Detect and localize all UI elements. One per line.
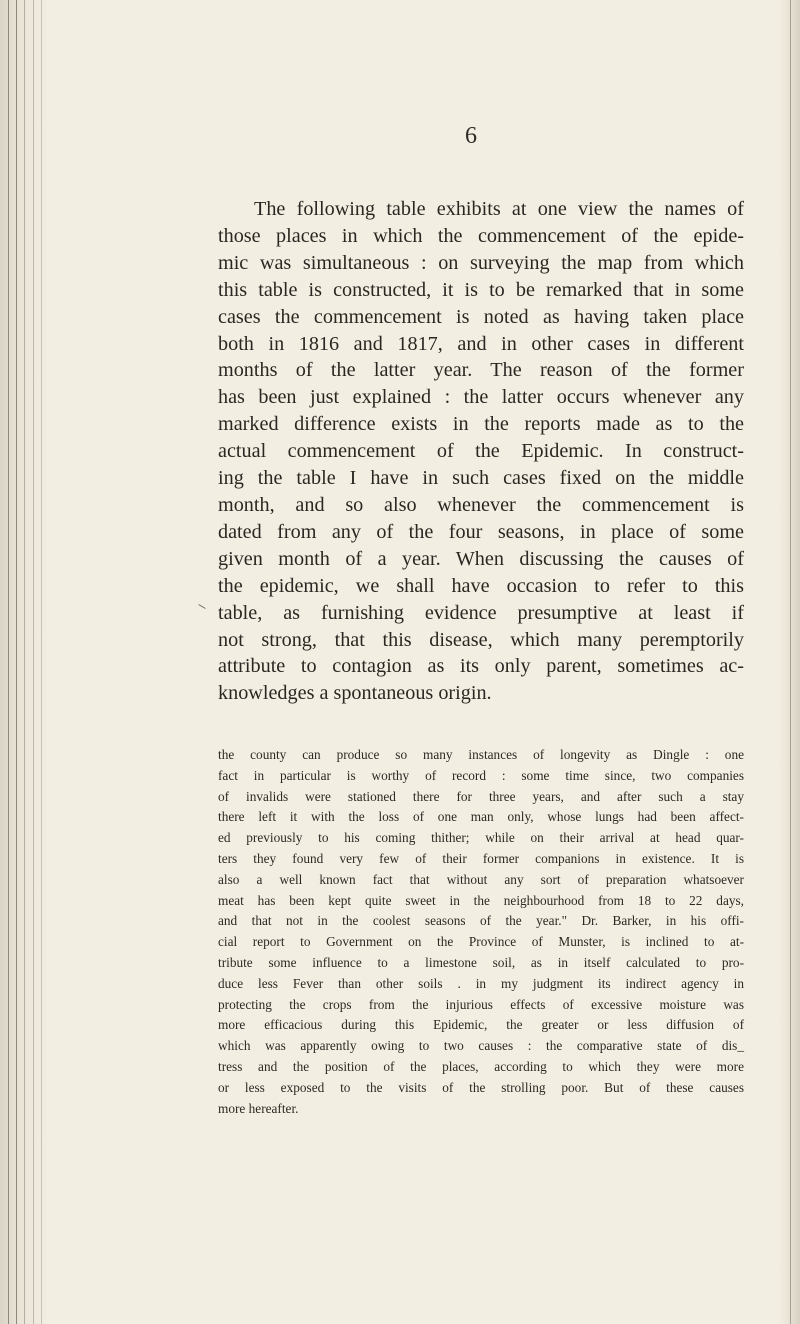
text-line: month, and so also whenever the commencement is: [218, 493, 744, 516]
text-line: this table is constructed, it is to be remarked that in some: [218, 278, 744, 301]
margin-mark: [198, 604, 205, 609]
text-line: those places in which the commencement of the epide-: [218, 224, 744, 247]
footnote-line: protecting the crops from the injurious effects of excessive moisture was: [218, 996, 744, 1012]
text-line: the epidemic, we shall have occasion to refer to this: [218, 574, 744, 597]
page-number: 6: [465, 123, 477, 149]
right-page-edge: [778, 0, 800, 1324]
text-line: both in 1816 and 1817, and in other cases in different: [218, 332, 744, 355]
text-line: table, as furnishing evidence presumptive at least if: [218, 601, 744, 624]
footnote-line: tribute some influence to a limestone soil, as in itself calculated to pro-: [218, 954, 744, 970]
footnote-line: or less exposed to the visits of the strolling poor. But of these causes: [218, 1079, 744, 1095]
edge-line: [8, 0, 9, 1324]
footnote-line: there left it with the loss of one man only, whose lungs had been affect-: [218, 809, 744, 825]
text-line: ing the table I have in such cases fixed on the middle: [218, 467, 744, 490]
footnote: [218, 745, 744, 1119]
footnote-line: of invalids were stationed there for three years, and after such a stay: [218, 788, 744, 804]
text-line: not strong, that this disease, which many peremptorily: [218, 628, 744, 651]
footnote-line: which was apparently owing to two causes : the comparative state of dis_: [218, 1038, 744, 1054]
footnote-line: tress and the position of the places, according to which they were more: [218, 1058, 744, 1074]
edge-line: [24, 0, 25, 1324]
edge-line: [33, 0, 34, 1324]
text-line: has been just explained : the latter occurs whenever any: [218, 386, 744, 409]
edge-line: [16, 0, 17, 1324]
text-line: dated from any of the four seasons, in place of some: [218, 520, 744, 543]
text-line: The following table exhibits at one view the names of: [254, 198, 744, 220]
text-line: given month of a year. When discussing the causes of: [218, 547, 744, 570]
text-line: attribute to contagion as its only parent, sometimes ac-: [218, 655, 744, 678]
footnote-line: more hereafter.: [218, 1100, 299, 1116]
text-line: marked difference exists in the reports made as to the: [218, 413, 744, 436]
footnote-line: duce less Fever than other soils . in my judgment its indirect agency in: [218, 975, 744, 991]
footnote-line: ed previously to his coming thither; while on their arrival at head quar-: [218, 830, 744, 846]
footnote-line: meat has been kept quite sweet in the neighbourhood from 18 to 22 days,: [218, 892, 744, 908]
footnote-line: ters they found very few of their former companions in existence. It is: [218, 850, 744, 866]
edge-line: [41, 0, 42, 1324]
footnote-line: also a well known fact that without any sort of preparation whatsoever: [218, 871, 744, 887]
text-line: knowledges a spontaneous origin.: [218, 682, 492, 705]
main-paragraph: [218, 196, 744, 707]
edge-line: [790, 0, 791, 1324]
footnote-line: fact in particular is worthy of record : some time since, two companies: [218, 767, 744, 783]
footnote-line: and that not in the coolest seasons of the year." Dr. Barker, in his offi-: [218, 913, 744, 929]
text-line: cases the commencement is noted as having taken place: [218, 305, 744, 328]
text-line: actual commencement of the Epidemic. In construct-: [218, 440, 744, 463]
footnote-line: more efficacious during this Epidemic, the greater or less diffusion of: [218, 1017, 744, 1033]
text-line: mic was simultaneous : on surveying the map from which: [218, 251, 744, 274]
footnote-line: cial report to Government on the Province of Munster, is inclined to at-: [218, 934, 744, 950]
text-line: months of the latter year. The reason of the former: [218, 359, 744, 382]
footnote-line: the county can produce so many instances of longevity as Dingle : one: [218, 747, 744, 762]
